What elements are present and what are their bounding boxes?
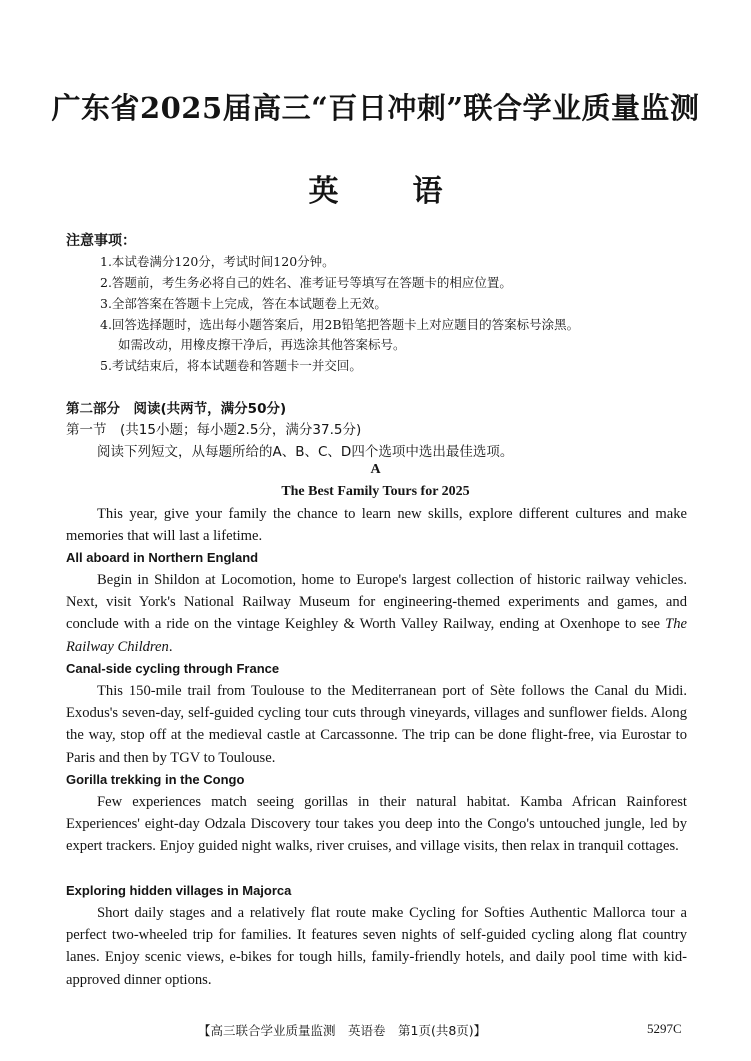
notice-item: 1.本试卷满分120分，考试时间120分钟。 — [100, 254, 335, 269]
section-heading: All aboard in Northern England — [66, 550, 259, 565]
page-footer: 【高三联合学业质量监测 英语卷 第1页(共8页)】 — [198, 1023, 487, 1038]
subject-char-1: 英 — [308, 174, 339, 209]
exam-title: 广东省2025届高三“百日冲刺”联合学业质量监测 — [51, 91, 700, 125]
section-heading: Exploring hidden villages in Majorca — [66, 883, 292, 898]
section-instruction: 阅读下列短文，从每题所给的A、B、C、D四个选项中选出最佳选项。 — [97, 444, 514, 460]
notice-item: 5.考试结束后，将本试题卷和答题卡一并交回。 — [100, 358, 362, 373]
passage-title: The Best Family Tours for 2025 — [281, 484, 470, 499]
exam-code: 5297C — [647, 1021, 682, 1036]
section-heading: Canal-side cycling through France — [66, 661, 280, 676]
section-text: Begin in Shildon at Locomotion, home to Europe's largest collection of historic railway vehicles. Next, visit York's National Railway Museum for engineering-themed experiments and games, and conclude with a ride on the vintage Keighley & Worth Valley Railway, ending at Oxenhope to see The Railway Children. — [66, 572, 687, 655]
notice-item: 如需改动，用橡皮擦干净后，再选涂其他答案标号。 — [118, 337, 406, 352]
notice-heading: 注意事项： — [66, 233, 136, 249]
subject-title — [0, 166, 751, 210]
section-text: Short daily stages and a relatively flat route make Cycling for Softies Authentic Mallorca tour a perfect two-wheeled trip for families. It features seven nights of self-guided cycling along flat country lanes. Enjoy scenic views, e-bikes for tough hills, family-friendly hotels, and daily pool time with kid-approved dinner options. — [66, 905, 687, 988]
section-text: Few experiences match seeing gorillas in their natural habitat. Kamba African Rainforest Experiences' eight-day Odzala Discovery tour takes you deep into the Congo's untouched jungle, led by expert trackers. Enjoy guided night walks, river cruises, and village visits, then relax in tranquil cottages. — [66, 794, 687, 855]
notice-item: 3.全部答案在答题卡上完成，答在本试题卷上无效。 — [100, 296, 387, 311]
notice-item: 2.答题前，考生务必将自己的姓名、准考证号等填写在答题卡的相应位置。 — [100, 275, 512, 290]
notice-item: 4.回答选择题时，选出每小题答案后，用2B铅笔把答题卡上对应题目的答案标号涂黑。 — [100, 317, 580, 332]
passage-intro: This year, give your family the chance to learn new skills, explore different cultures and make memories that will last a lifetime. — [66, 506, 687, 545]
section-sub-heading: 第一节 (共15小题；每小题2.5分，满分37.5分) — [66, 422, 362, 438]
section-heading: Gorilla trekking in the Congo — [66, 772, 245, 787]
section-text: This 150-mile trail from Toulouse to the Mediterranean port of Sète follows the Canal du Midi. Exodus's seven-day, self-guided cycling tour cuts through vineyards, villages and sunflower fields. Along the way, stop off at the medieval castle at Carcassonne. The trip can be done flight-free, via Eurostar to Paris and then by TGV to Toulouse. — [66, 683, 687, 766]
subject-char-2: 语 — [412, 174, 443, 209]
passage-letter: A — [370, 462, 381, 477]
section-part-heading: 第二部分 阅读(共两节，满分50分) — [66, 401, 287, 417]
